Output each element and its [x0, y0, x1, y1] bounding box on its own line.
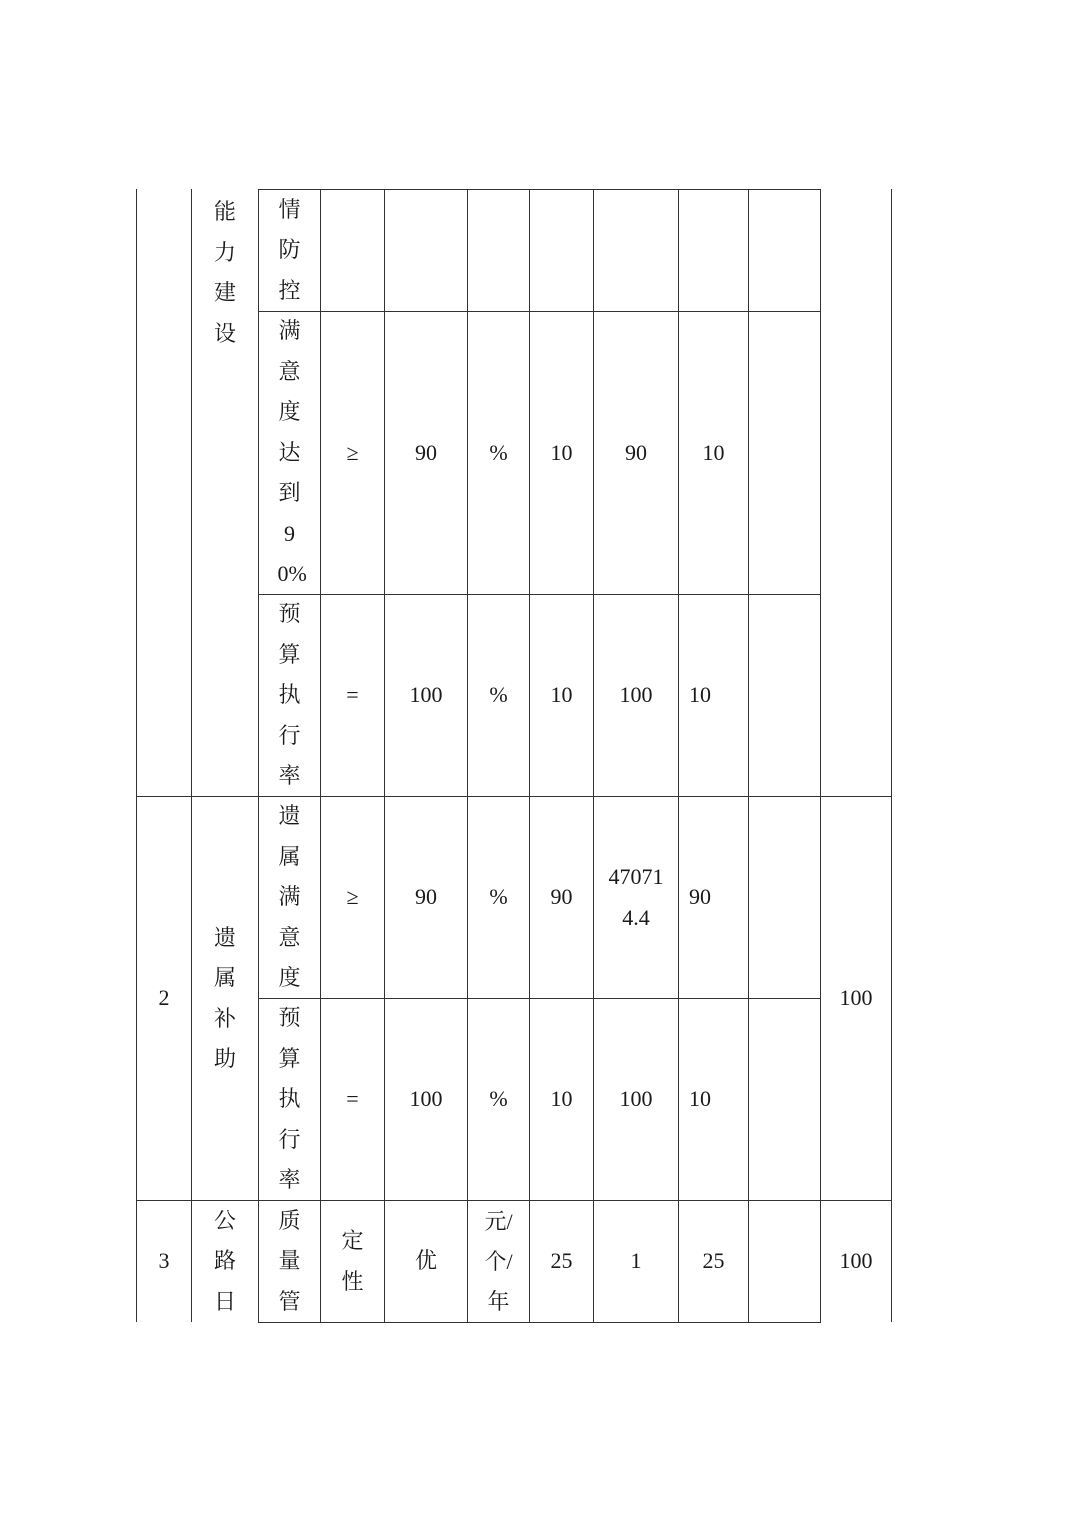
operator-cell: =	[346, 682, 359, 708]
operator-label: 定性	[341, 1228, 364, 1294]
score-cell: 10	[689, 1086, 711, 1112]
index-cell: 2	[158, 985, 170, 1011]
category-cell	[192, 797, 258, 1200]
weight-cell: 10	[550, 1086, 573, 1112]
category-label: 遗属补助	[213, 924, 236, 1071]
indicator-label: 预算执行率	[278, 601, 301, 789]
actual-cell: 1	[630, 1248, 642, 1274]
actual-cell: 100	[619, 682, 653, 708]
actual-cell: 90	[625, 439, 647, 465]
actual-value: 470714.4	[608, 864, 664, 930]
indicator-cell	[259, 190, 320, 311]
unit-cell: %	[489, 439, 508, 465]
target-cell: 90	[415, 439, 437, 465]
unit-label: 元/个/年	[484, 1208, 513, 1314]
table-border	[258, 1322, 821, 1323]
score-cell: 10	[702, 439, 725, 465]
category-cell	[192, 192, 258, 792]
unit-cell: %	[489, 884, 508, 910]
indicator-cell	[259, 312, 320, 594]
score-cell: 10	[689, 682, 711, 708]
score-cell: 90	[689, 884, 711, 910]
target-cell: 90	[415, 884, 437, 910]
table-border	[258, 189, 821, 190]
total-cell: 100	[839, 985, 873, 1011]
category-cell	[192, 1201, 258, 1322]
indicator-label: 遗属满意度	[278, 803, 301, 991]
unit-cell: %	[489, 1086, 508, 1112]
indicator-label: 预算执行率	[278, 1005, 301, 1193]
operator-cell	[321, 1201, 384, 1322]
unit-cell	[468, 1201, 529, 1322]
indicator-cell	[259, 595, 320, 796]
table-border	[891, 189, 892, 1322]
indicator-label: 情防控	[278, 196, 301, 303]
score-cell: 25	[702, 1248, 725, 1274]
indicator-label: 质量管	[278, 1207, 301, 1314]
category-label: 公路日	[213, 1207, 236, 1314]
index-cell: 3	[158, 1248, 170, 1274]
table-border	[748, 189, 749, 1322]
indicator-label: 满意度达到90%	[277, 318, 307, 587]
target-cell: 优	[414, 1248, 437, 1274]
operator-cell: =	[346, 1086, 359, 1112]
indicator-cell	[259, 1201, 320, 1322]
actual-cell: 100	[619, 1086, 653, 1112]
target-cell: 100	[409, 682, 443, 708]
total-cell: 100	[839, 1248, 873, 1274]
indicator-cell	[259, 797, 320, 998]
category-label: 能力建设	[213, 199, 236, 346]
target-cell: 100	[409, 1086, 443, 1112]
weight-cell: 90	[550, 884, 573, 910]
unit-cell: %	[489, 682, 508, 708]
indicator-cell	[259, 999, 320, 1200]
weight-cell: 10	[550, 439, 573, 465]
operator-cell: ≥	[346, 884, 359, 910]
weight-cell: 10	[550, 682, 573, 708]
actual-cell	[594, 797, 678, 998]
operator-cell: ≥	[346, 439, 359, 465]
weight-cell: 25	[550, 1248, 573, 1274]
